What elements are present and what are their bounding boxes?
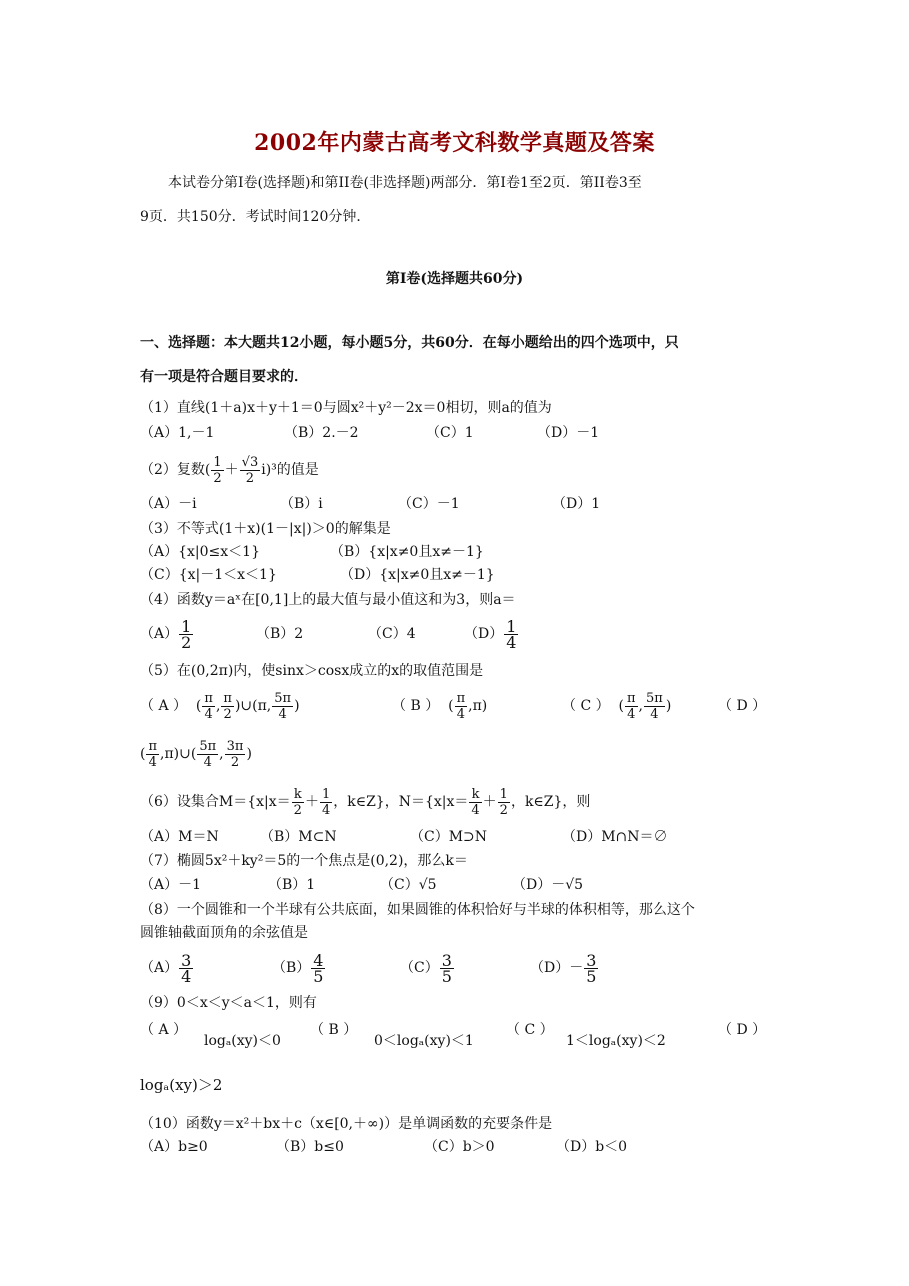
q1-option-b: （B）2.－2 xyxy=(284,425,359,441)
q10-stem: （10）函数y＝x²＋bx＋c（x∈[0,＋∞)）是单调函数的充要条件是 xyxy=(140,1116,553,1132)
q2-option-d: （D）1 xyxy=(552,496,601,512)
q6-option-a: （A）M＝N xyxy=(140,829,219,845)
q4-option-c: （C）4 xyxy=(368,626,416,642)
q5-option-d-label: （ D ） xyxy=(718,698,767,714)
q3-option-c: （C）{x|－1＜x＜1} xyxy=(140,567,277,583)
q4-option-d: （D） $\frac{1}{4}$ xyxy=(464,616,517,652)
page-title: 2002年内蒙古高考文科数学真题及答案 xyxy=(254,130,655,156)
intro-line-2: 9页．共150分．考试时间120分钟． xyxy=(140,209,371,225)
q9-option-b: 0＜logₐ(xy)＜1 xyxy=(374,1033,474,1049)
q5-option-d: ( $\frac{\pi}{4}$ ,π)∪( $\frac{5\pi}{4}$ , $\frac{3\pi}{2}$ ) xyxy=(140,738,252,770)
q5-stem: （5）在(0,2π)内，使sinx＞cosx成立的x的取值范围是 xyxy=(140,663,484,679)
q9-option-b-label: （ B ） xyxy=(310,1022,358,1038)
q8-option-a: （A） $\frac{3}{4}$ xyxy=(140,950,192,986)
q6-option-d: （D）M∩N＝∅ xyxy=(562,829,668,845)
section-heading xyxy=(140,326,780,394)
q2-option-a: （A）－i xyxy=(140,496,197,512)
q1-option-d: （D）－1 xyxy=(537,425,600,441)
q1-stem: （1）直线(1＋a)x＋y＋1＝0与圆x²＋y²－2x＝0相切，则a的值为 xyxy=(140,400,552,416)
q8-stem-line-1: （8）一个圆锥和一个半球有公共底面，如果圆锥的体积恰好与半球的体积相等，那么这个 xyxy=(140,902,695,918)
section-line-2: 有一项是符合题目要求的． xyxy=(140,369,308,385)
q9-option-d-label: （ D ） xyxy=(718,1022,767,1038)
q6-stem: （6）设集合M＝{x|x＝ $\frac{k}{2}$ ＋ $\frac{1}{4}$ ，k∈Z}，N＝{x|x＝ $\frac{k}{4}$ ＋ $\frac{1}{2}$ ，k∈Z}，则 xyxy=(140,786,591,818)
q10-option-d: （D）b＜0 xyxy=(556,1139,628,1155)
q3-stem: （3）不等式(1＋x)(1－|x|)＞0的解集是 xyxy=(140,521,391,537)
volume-heading: 第I卷(选择题共60分) xyxy=(385,271,524,287)
q9-stem: （9）0＜x＜y＜a＜1，则有 xyxy=(140,995,317,1011)
q10-option-a: （A）b≥0 xyxy=(140,1139,208,1155)
q5-option-a: （ A ） ( $\frac{\pi}{4}$ , $\frac{\pi}{2}$ )∪(π, $\frac{5\pi}{4}$ ) xyxy=(140,690,300,722)
q9-option-c: 1＜logₐ(xy)＜2 xyxy=(566,1033,666,1049)
q2-stem-start: （2）复数( xyxy=(140,462,211,478)
q3-option-b: （B）{x|x≠0且x≠－1} xyxy=(330,544,484,560)
q4-fraction-a: $\frac{1}{2}$ xyxy=(181,616,192,652)
q8-option-c: （C） $\frac{3}{5}$ xyxy=(400,950,452,986)
q5-option-c: （ C ） ( $\frac{\pi}{4}$ , $\frac{5\pi}{4}$ ) xyxy=(562,690,672,722)
q2-fraction-b: $\frac{√3}{2}$ xyxy=(241,454,259,486)
q1-option-c: （C）1 xyxy=(426,425,474,441)
q9-option-d: logₐ(xy)＞2 xyxy=(140,1076,223,1094)
q4-option-b: （B）2 xyxy=(256,626,304,642)
q4-fraction-d: $\frac{1}{4}$ xyxy=(506,616,517,652)
q6-option-c: （C）M⊃N xyxy=(410,829,488,845)
q7-option-d: （D）－√5 xyxy=(512,877,584,893)
q4-option-a: （A） $\frac{1}{2}$ xyxy=(140,616,192,652)
q8-stem-line-2: 圆锥轴截面顶角的余弦值是 xyxy=(140,925,308,941)
q2-option-c: （C）－1 xyxy=(398,496,460,512)
intro-line-1: 本试卷分第I卷(选择题)和第II卷(非选择题)两部分．第I卷1至2页．第II卷3至 xyxy=(168,175,642,191)
q5-option-b: （ B ） ( $\frac{\pi}{4}$ ,π) xyxy=(392,690,488,722)
q8-option-d: （D）－ $\frac{3}{5}$ xyxy=(530,950,597,986)
q8-option-b: （B） $\frac{4}{5}$ xyxy=(272,950,324,986)
q4-stem: （4）函数y＝aˣ在[0,1]上的最大值与最小值这和为3，则a＝ xyxy=(140,592,516,608)
intro-paragraph xyxy=(140,166,780,234)
q2-fraction-a: $\frac{1}{2}$ xyxy=(213,454,222,486)
q10-option-b: （B）b≤0 xyxy=(276,1139,344,1155)
q7-option-a: （A）－1 xyxy=(140,877,202,893)
q9-option-a-label: （ A ） xyxy=(140,1022,188,1038)
q2-stem-end: i)³的值是 xyxy=(261,462,319,478)
q7-option-c: （C）√5 xyxy=(380,877,437,893)
q2-option-b: （B）i xyxy=(280,496,323,512)
q7-option-b: （B）1 xyxy=(268,877,316,893)
q1-option-a: （A）1,－1 xyxy=(140,425,215,441)
q6-option-b: （B）M⊂N xyxy=(260,829,337,845)
q7-stem: （7）椭圆5x²＋ky²＝5的一个焦点是(0,2)，那么k＝ xyxy=(140,853,468,869)
q10-option-c: （C）b＞0 xyxy=(424,1139,495,1155)
q9-option-a: logₐ(xy)＜0 xyxy=(204,1033,281,1049)
q3-option-d: （D）{x|x≠0且x≠－1} xyxy=(340,567,495,583)
q3-option-a: （A）{x|0≤x＜1} xyxy=(140,544,260,560)
q9-option-c-label: （ C ） xyxy=(506,1022,554,1038)
section-line-1: 一、选择题：本大题共12小题，每小题5分，共60分．在每小题给出的四个选项中，只 xyxy=(140,335,679,351)
q2-stem: （2）复数( $\frac{1}{2}$ ＋ $\frac{√3}{2}$ i)³的值是 xyxy=(140,454,319,486)
